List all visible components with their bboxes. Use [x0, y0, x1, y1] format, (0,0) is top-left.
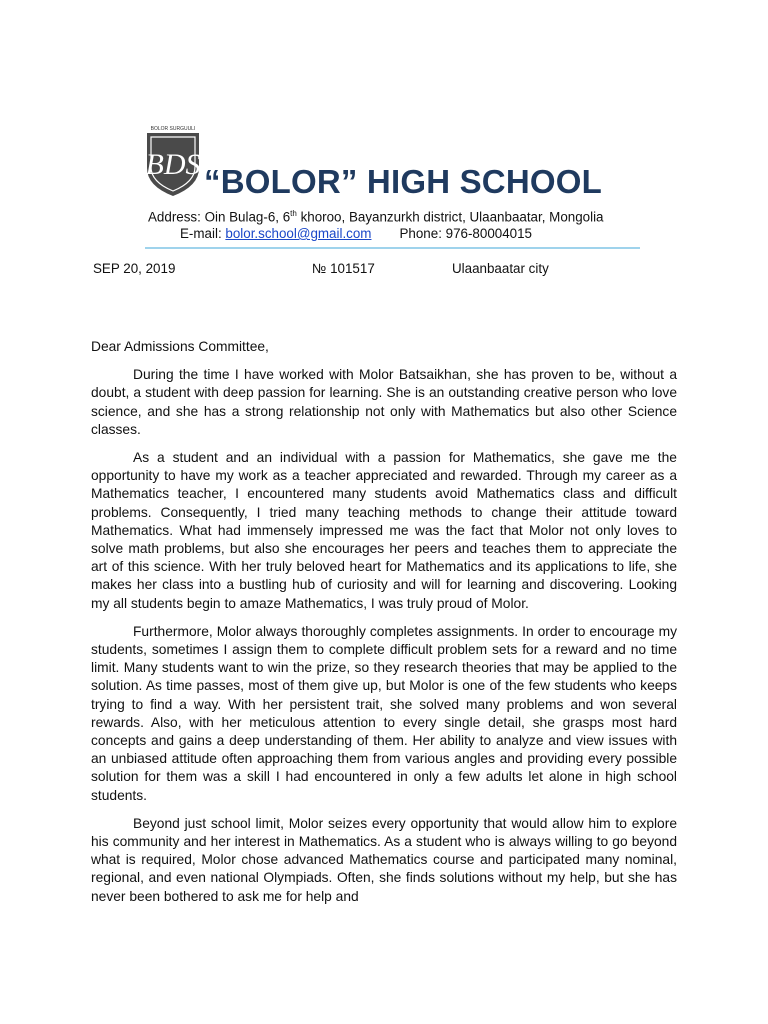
crest-caption: BOLOR SURGUULI — [150, 126, 196, 132]
email-label: E-mail: — [180, 226, 226, 241]
crest-monogram: BDS — [145, 148, 201, 181]
address-ordinal: th — [290, 209, 297, 218]
letter-date: SEP 20, 2019 — [93, 261, 176, 276]
phone-number: Phone: 976-80004015 — [399, 226, 533, 241]
school-contact — [180, 226, 532, 241]
letter-city: Ulaanbaatar city — [452, 261, 549, 276]
salutation: Dear Admissions Committee, — [91, 339, 269, 354]
letter-number: № 101517 — [312, 261, 375, 276]
school-address — [148, 209, 604, 224]
body-paragraph: As a student and an individual with a passion for Mathematics, she gave me the opportunity to have my work as a teacher appreciated and rewarded. Through my career as a Mathematics teacher, I encountered many students avoid Mathematics class and difficult problems. Consequently, I tried many teaching methods to change their attitude toward Mathematics. What had immensely impressed me was the fact that Molor not only loves to solve math problems, but also she encourages her peers and teaches them to appreciate the art of this science. With her truly beloved heart for Mathematics and its applications to life, she makes her class into a bustling hub of curiosity and will for learning and discovering. Looking my all students begin to amaze Mathematics, I was truly proud of Molor. — [91, 450, 677, 611]
address-prefix: Address: Oin Bulag-6, 6 — [148, 209, 291, 225]
email-link[interactable]: bolor.school@gmail.com — [225, 226, 372, 241]
school-crest-logo — [143, 124, 203, 198]
address-suffix: khoroo, Bayanzurkh district, Ulaanbaatar, Mongolia — [296, 209, 604, 225]
body-paragraph: Beyond just school limit, Molor seizes every opportunity that would allow him to explore his community and her interest in Mathematics. As a student who is always willing to go beyond what is required, Molor chose advanced Mathematics course and participated many nominal, regional, and even national Olympiads. Often, she finds solutions without my help, but she has never been bothered to ask me for help and — [91, 815, 677, 904]
header-divider — [145, 247, 640, 249]
body-paragraph: During the time I have worked with Molor Batsaikhan, she has proven to be, without a doubt, a student with deep passion for learning. She is an outstanding creative person who love science, and she has a strong relationship not only with Mathematics but also other Science classes. — [91, 367, 677, 437]
school-title: “BOLOR” HIGH SCHOOL — [204, 163, 602, 200]
letter-body — [91, 338, 677, 916]
body-paragraph: Furthermore, Molor always thoroughly completes assignments. In order to encourage my students, sometimes I assign them to complete difficult problem sets for a reward and no time limit. Many students want to win the prize, so they research theories that may be applied to the solution. As time passes, most of them give up, but Molor is one of the few students who keeps trying to find a way. With her persistent trait, she solved many problems and won several rewards. Also, with her meticulous attention to every single detail, she grasps most hard concepts and gains a deep understanding of them. Her ability to analyze and view issues with an unbiased attitude often approaching them from various angles and providing every possible solution for them was a skill I had encountered in only a few adults let alone in high school students. — [91, 623, 677, 803]
